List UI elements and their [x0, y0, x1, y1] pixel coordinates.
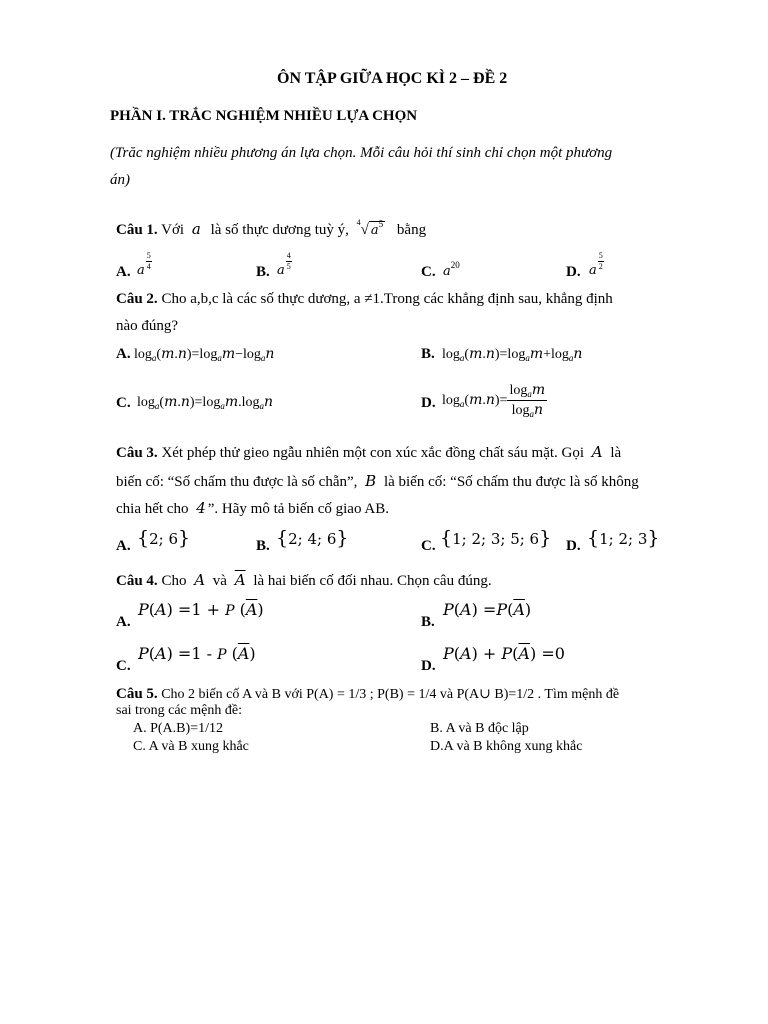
q3-option-d-set: {1; 2; 3} [587, 527, 660, 549]
question-4-var-a: A [194, 571, 206, 589]
q4-option-b-label: B. [421, 614, 435, 630]
q1-option-d-label: D. [566, 264, 581, 280]
radical-expression: $^4$√ $a^5$ [356, 218, 384, 238]
q5-option-c: C. A và B xung khắc [133, 739, 249, 754]
q3-option-b-label: B. [256, 538, 270, 554]
question-3-text-1: Xét phép thử gieo ngẫu nhiên một con xúc xắc đồng chất sáu mặt. Gọi [161, 445, 585, 461]
question-3-text-1-end: là [610, 445, 622, 461]
question-3-num: 4 [196, 499, 206, 517]
q1-option-a-label: A. [116, 264, 131, 280]
instruction-line-2: án) [110, 172, 130, 188]
q4-option-b-expr: $P(A) =P(\overline{A})$ [443, 600, 532, 619]
q4-option-c-expr: P(A) =1 - P $(\overline{A})$ [138, 644, 256, 663]
question-3-line-1 [116, 443, 621, 462]
q2-option-c-expr: $\log_a(m.n)=\log_am.\log_an$ [137, 394, 274, 411]
q3-option-a-label: A. [116, 538, 131, 554]
question-5-text: Cho 2 biến cố A và B với P(A) = 1/3 ; P(B) = 1/4 và P(A∪ B)=1/2 . Tìm mệnh đề [161, 687, 620, 702]
question-3-label: Câu 3. [116, 445, 158, 461]
q3-option-a-set: {2; 6} [137, 527, 191, 549]
question-3-text-2a: biến cố: “Số chấm thu được là số chẵn”, [116, 474, 358, 490]
q2-option-b-label: B. [421, 346, 435, 362]
q1-option-c-label: C. [421, 264, 436, 280]
q1-option-b-expr: a $\frac{4}{5}$ [277, 251, 291, 278]
section-heading: PHẦN I. TRẮC NGHIỆM NHIỀU LỰA CHỌN [110, 108, 418, 124]
question-4-var-abar: $\overline{A}$ [234, 571, 246, 589]
question-1-text-a: Với [161, 222, 185, 238]
q3-option-b-set: {2; 4; 6} [276, 527, 349, 549]
question-2-text: Cho a,b,c là các số thực dương, a ≠1.Trong các khẳng định sau, khẳng định [161, 291, 613, 307]
question-1-text-c: bằng [396, 222, 427, 238]
page-title: ÔN TẬP GIỮA HỌC KÌ 2 – ĐỀ 2 [277, 70, 508, 87]
question-2-label: Câu 2. [116, 291, 158, 307]
q2-option-a-label: A. [116, 346, 131, 362]
question-1-label: Câu 1. [116, 222, 158, 238]
q1-option-a-expr: a $\frac{5}{4}$ [137, 251, 151, 278]
question-5-line-1 [116, 686, 619, 703]
question-2-line-2: nào đúng? [116, 318, 179, 334]
question-3-line-2 [116, 472, 639, 491]
question-5-line-2: sai trong các mệnh đề: [116, 703, 242, 718]
question-1-text-b: là số thực dương tuỳ ý, [210, 222, 349, 238]
question-2-line-1 [116, 291, 613, 308]
q1-option-d-expr: a $\frac{5}{2}$ [589, 251, 603, 278]
q2-option-b-expr: $\log_a(m.n)=\log_am+\log_an$ [442, 346, 583, 363]
q5-option-d: D.A và B không xung khắc [430, 739, 583, 754]
question-1-var: a [191, 220, 201, 238]
q4-option-d-label: D. [421, 658, 436, 674]
question-3-line-3 [116, 499, 389, 518]
q2-option-a-expr: $\log_a(m.n)=\log_am-\log_an$ [134, 346, 275, 363]
question-3-var-a: A [591, 443, 603, 461]
question-3-text-2b: là biến cố: “Số chấm thu được là số không [383, 474, 639, 490]
q5-option-a: A. P(A.B)=1/12 [133, 721, 223, 736]
question-4-text-c: là hai biến cố đối nhau. Chọn câu đúng. [253, 573, 492, 589]
q1-option-b-label: B. [256, 264, 270, 280]
question-4-text-b: và [212, 573, 227, 589]
q3-option-d-label: D. [566, 538, 581, 554]
question-4-text-a: Cho [161, 573, 187, 589]
q4-option-a-expr: P(A) =1 + P $(\overline{A})$ [138, 600, 264, 619]
q5-option-b: B. A và B độc lập [430, 721, 529, 736]
question-1 [116, 218, 426, 239]
q4-option-c-label: C. [116, 658, 131, 674]
question-4-label: Câu 4. [116, 573, 158, 589]
question-3-var-b: B [365, 472, 377, 490]
q2-option-d-expr: $\log_a(m.n)=$ $\frac{\log_am}{\log_an}$ [442, 382, 546, 419]
q1-option-c-expr: $a^{20}$ [443, 260, 460, 279]
q2-option-d-label: D. [421, 395, 436, 411]
q3-option-c-label: C. [421, 538, 436, 554]
question-3-text-3a: chia hết cho [116, 501, 189, 517]
question-5-label: Câu 5. [116, 686, 158, 702]
instruction-line-1: (Trăc nghiệm nhiều phương án lựa chọn. Mỗi câu hỏi thí sinh chỉ chọn một phương [110, 145, 613, 161]
q4-option-d-expr: $P(A) + P(\overline{A}) =0$ [443, 644, 565, 663]
question-4 [116, 571, 492, 590]
q2-option-c-label: C. [116, 395, 131, 411]
q4-option-a-label: A. [116, 614, 131, 630]
question-3-text-3b: ”. Hãy mô tả biến cố giao AB. [207, 501, 389, 517]
q3-option-c-set: {1; 2; 3; 5; 6} [440, 527, 552, 549]
